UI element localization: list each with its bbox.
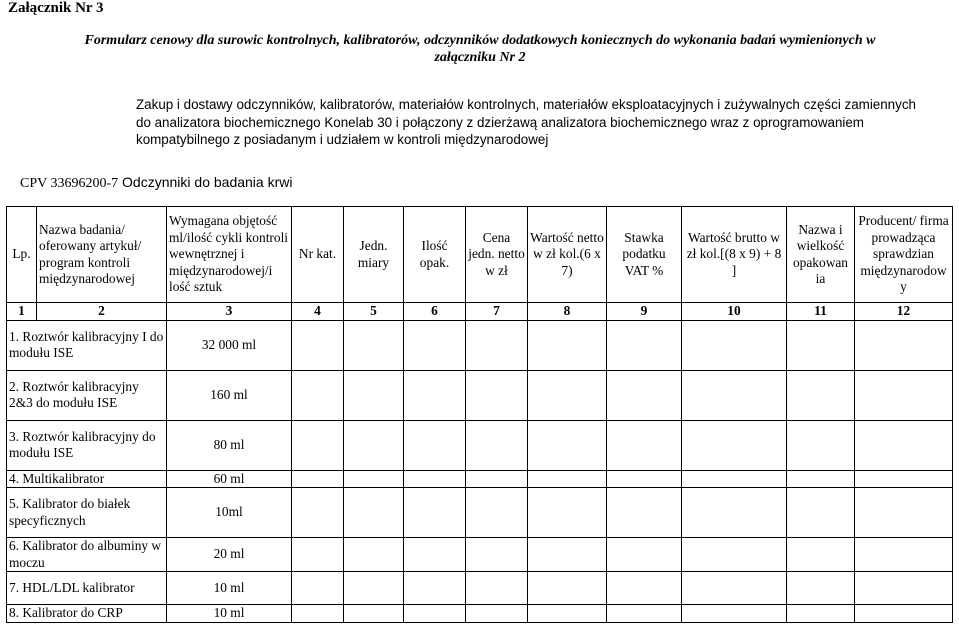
header-package-name: Nazwa i wielkość opakowan ia — [787, 207, 855, 303]
header-package-count: Ilość opak. — [404, 207, 466, 303]
table-row — [7, 538, 953, 572]
cpv-line — [20, 174, 292, 192]
header-volume: Wymagana objętość ml/ilość cykli kontroli wewnętrznej i międzynarodowej/i lość sztuk — [167, 207, 292, 303]
column-number: 2 — [37, 303, 167, 321]
item-quantity: 10 ml — [167, 572, 292, 605]
scope-description: Zakup i dostawy odczynników, kalibratorów, materiałów kontrolnych, materiałów eksploatacyjnych i zużywalnych części zamiennych do analizatora biochemicznego Konelab 30 i połączony z dzierżawą analizatora biochemicznego wraz z oprogramowaniem kompatybilnego z posiadanym i udziałem w kontroli międzynarodowej — [136, 97, 916, 147]
column-number: 10 — [682, 303, 787, 321]
table-row — [7, 572, 953, 605]
header-row — [7, 207, 953, 303]
item-quantity: 20 ml — [167, 538, 292, 572]
header-gross-value: Wartość brutto w zł kol.[(8 x 9) + 8 ] — [682, 207, 787, 303]
column-number: 8 — [528, 303, 607, 321]
column-number: 12 — [855, 303, 953, 321]
table-row — [7, 470, 953, 488]
column-number: 9 — [607, 303, 682, 321]
header-producer: Producent/ firma prowadząca sprawdzian międzynarodow y — [855, 207, 953, 303]
price-table — [6, 206, 953, 623]
item-name: 1. Roztwór kalibracyjny I do modułu ISE — [7, 320, 167, 370]
table-row — [7, 320, 953, 370]
cpv-label: Odczynniki do badania krwi — [122, 174, 293, 190]
header-name: Nazwa badania/ oferowany artykuł/ program kontroli międzynarodowej — [37, 207, 167, 303]
item-quantity: 160 ml — [167, 370, 292, 420]
header-lp: Lp. — [7, 207, 37, 303]
table-row — [7, 420, 953, 470]
column-number-row — [7, 303, 953, 321]
item-name: 5. Kalibrator do białek specyficznych — [7, 488, 167, 538]
header-vat-rate: Stawka podatku VAT % — [607, 207, 682, 303]
item-name: 8. Kalibrator do CRP — [7, 605, 167, 623]
column-number: 4 — [292, 303, 344, 321]
header-catalog-number: Nr kat. — [292, 207, 344, 303]
item-quantity: 10ml — [167, 488, 292, 538]
header-net-value: Wartość netto w zł kol.(6 x 7) — [528, 207, 607, 303]
table-row — [7, 605, 953, 623]
item-name: 7. HDL/LDL kalibrator — [7, 572, 167, 605]
column-number: 1 — [7, 303, 37, 321]
item-quantity: 32 000 ml — [167, 320, 292, 370]
header-unit-price: Cena jedn. netto w zł — [466, 207, 528, 303]
form-title — [40, 32, 920, 66]
form-title-line1: Formularz cenowy dla surowic kontrolnych, kalibratorów, odczynników dodatkowych koniecznych do wykonania badań wymienionych w — [84, 33, 876, 48]
table-row — [7, 370, 953, 420]
item-quantity: 10 ml — [167, 605, 292, 623]
item-quantity: 60 ml — [167, 470, 292, 488]
cpv-code: CPV 33696200-7 — [20, 176, 119, 191]
appendix-title: Załącznik Nr 3 — [8, 0, 104, 16]
column-number: 3 — [167, 303, 292, 321]
item-name: 2. Roztwór kalibracyjny 2&3 do modułu ISE — [7, 370, 167, 420]
column-number: 7 — [466, 303, 528, 321]
column-number: 11 — [787, 303, 855, 321]
item-name: 3. Roztwór kalibracyjny do modułu ISE — [7, 420, 167, 470]
column-number: 5 — [344, 303, 404, 321]
item-name: 4. Multikalibrator — [7, 470, 167, 488]
column-number: 6 — [404, 303, 466, 321]
item-name: 6. Kalibrator do albuminy w moczu — [7, 538, 167, 572]
form-title-line2: załączniku Nr 2 — [434, 50, 526, 65]
table-row — [7, 488, 953, 538]
item-quantity: 80 ml — [167, 420, 292, 470]
header-unit: Jedn. miary — [344, 207, 404, 303]
